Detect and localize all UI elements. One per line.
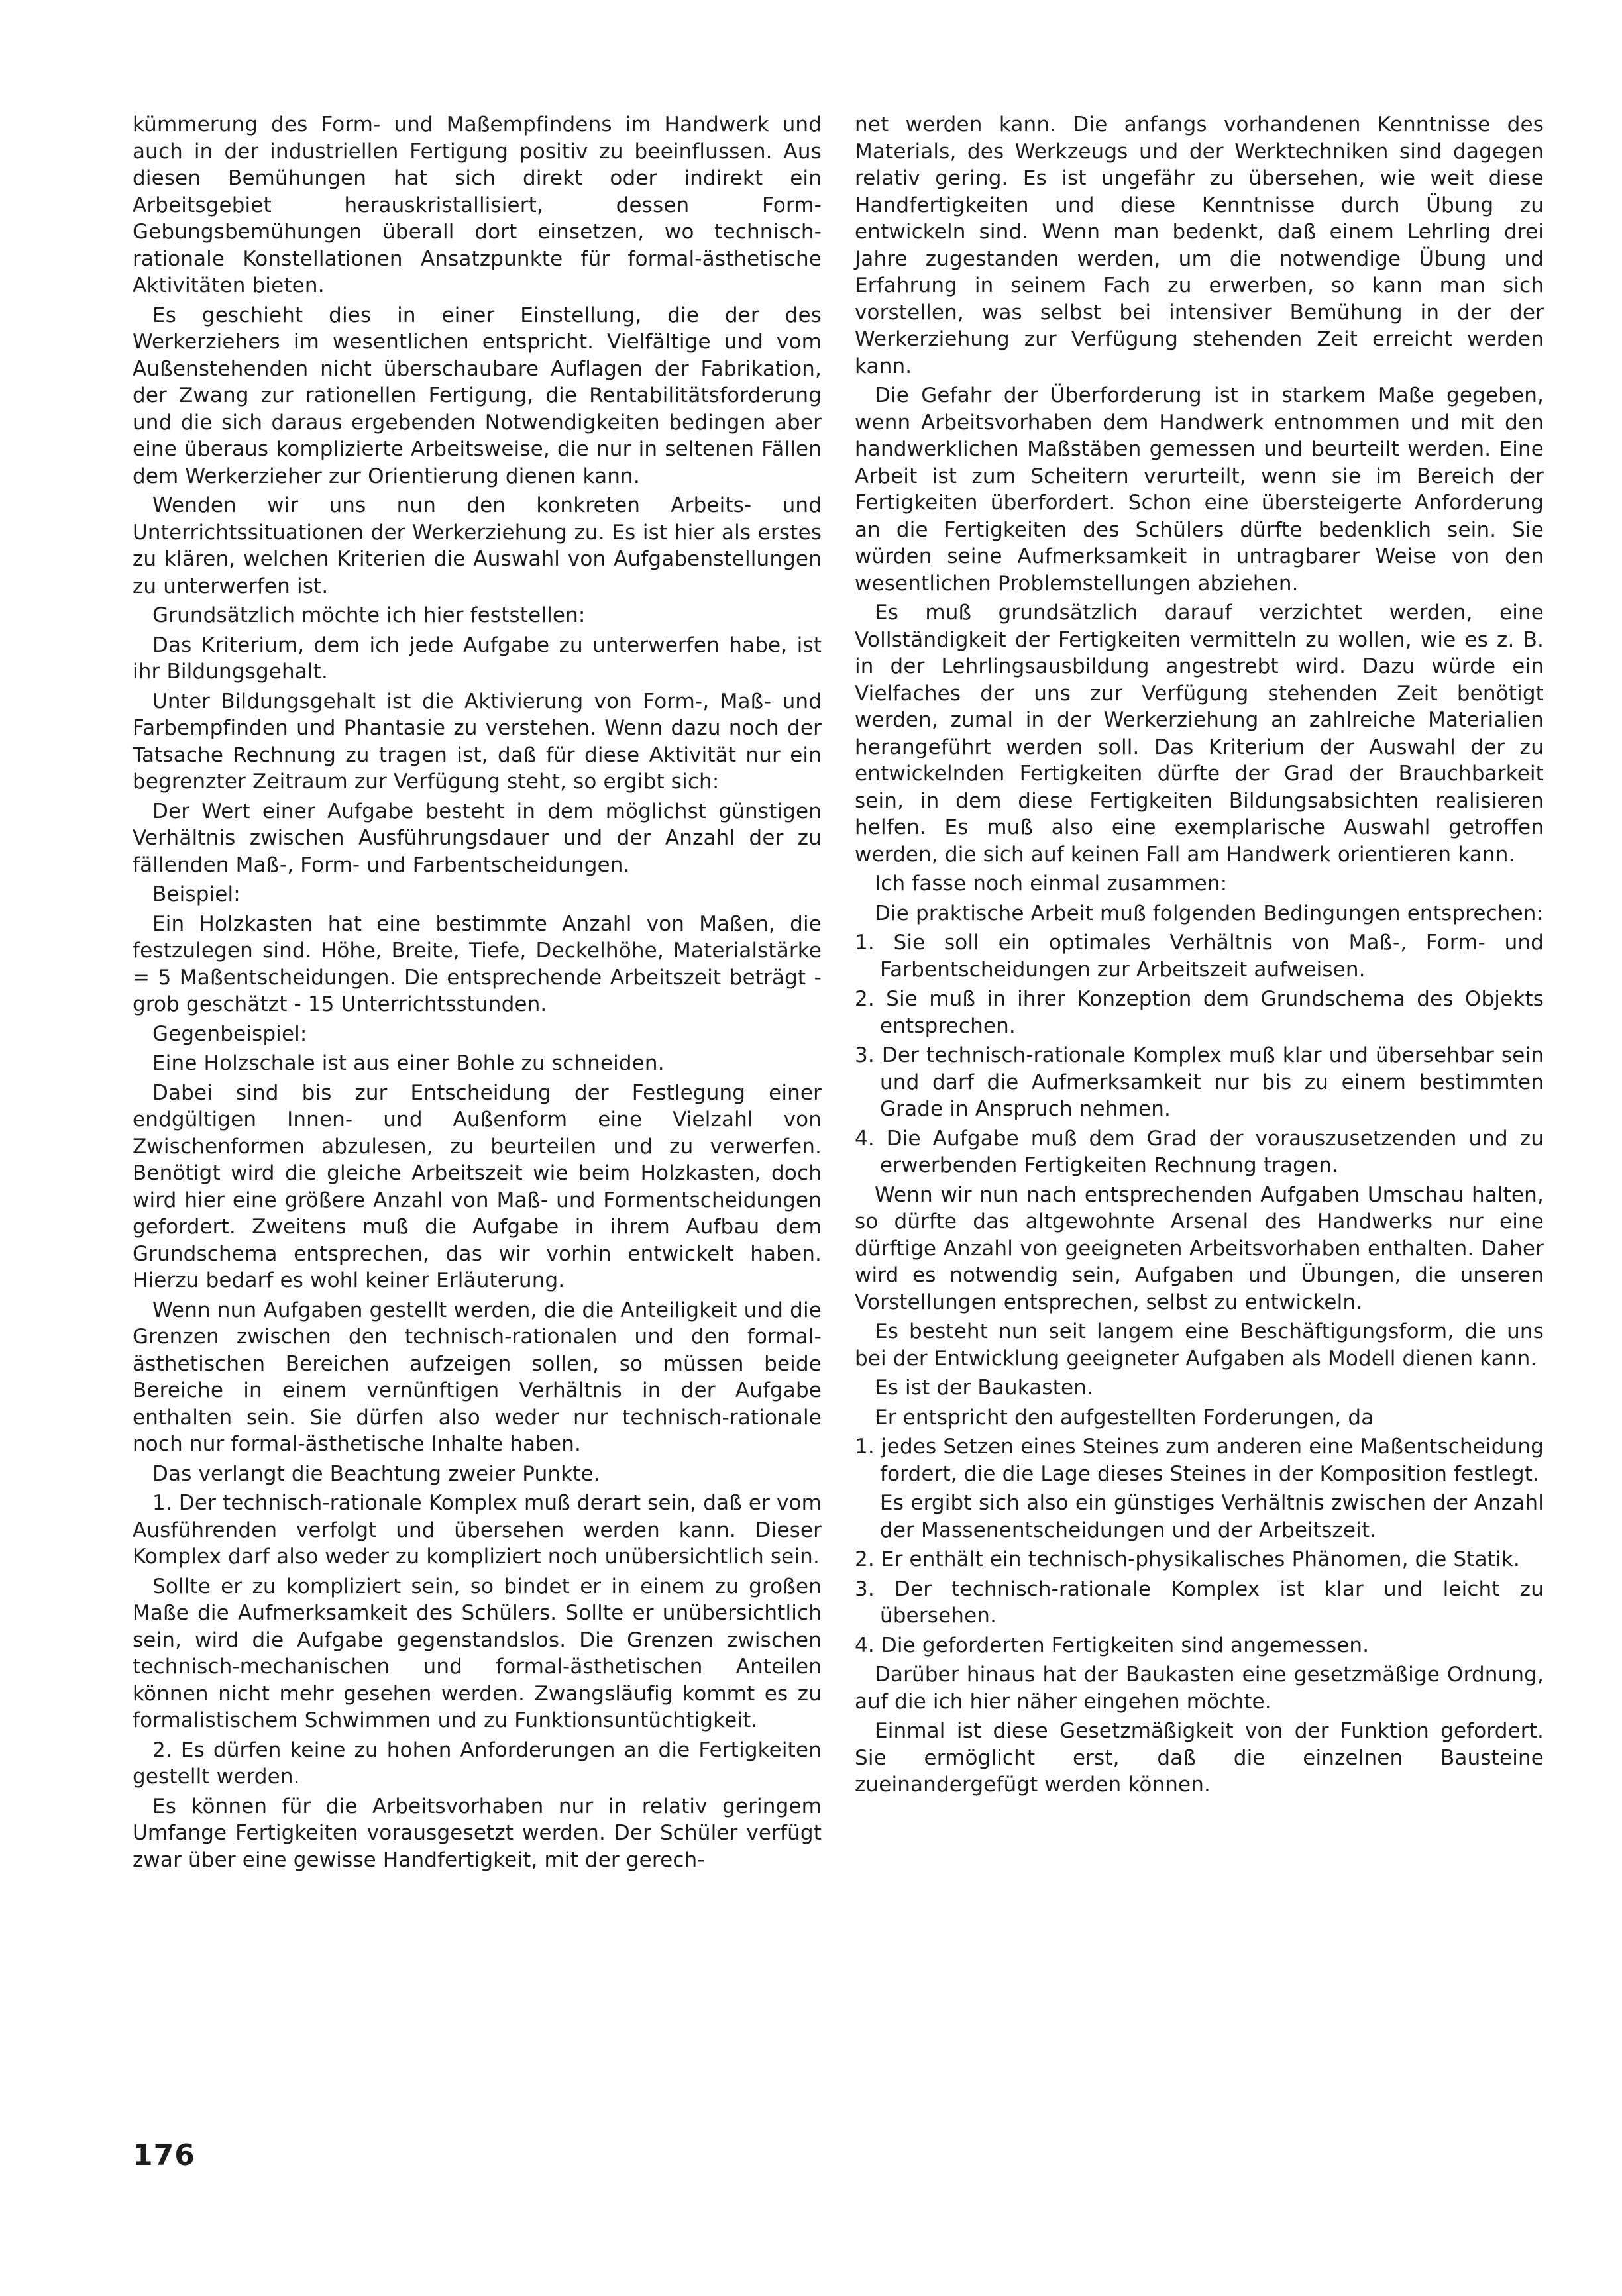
paragraph: Eine Holzschale ist aus einer Bohle zu schneiden.	[152, 1051, 665, 1075]
paragraph: Einmal ist diese Gesetzmäßigkeit von der Funktion gefordert. Sie ermöglicht erst, daß die einzelnen Bausteine zueinandergefügt werden können.	[855, 1719, 1544, 1797]
paragraph: Beispiel:	[152, 882, 241, 906]
paragraph: Darüber hinaus hat der Baukasten eine gesetzmäßige Ordnung, auf die ich hier näher eingehen möchte.	[855, 1663, 1544, 1714]
paragraph: Unter Bildungsgehalt ist die Aktivierung von Form-, Maß- und Farbempfinden und Phantasie zu verstehen. Wenn dazu noch der Tatsache Rechnung zu tragen ist, daß für diese Aktivität nur ein begrenzter Zeitraum zur Verfügung steht, so ergibt sich:	[133, 689, 822, 794]
paragraph: 4. Die geforderten Fertigkeiten sind angemessen.	[855, 1633, 1370, 1657]
paragraph: Es geschieht dies in einer Einstellung, die der des Werkerziehers im wesentlichen entspricht. Vielfältige und vom Außenstehenden nicht überschaubare Auflagen der Fabrikation, der Zwang zur rationellen Fertigung, die Rentabilitätsforderung und die sich daraus ergebenden Notwendigkeiten bedingen aber eine überaus komplizierte Arbeitsweise, die nur in seltenen Fällen dem Werkerzieher zur Orientierung dienen kann.	[133, 303, 822, 488]
paragraph: 1. jedes Setzen eines Steines zum anderen eine Maßentscheidung fordert, die die Lage dieses Steines in der Komposition festlegt.	[855, 1435, 1544, 1486]
paragraph: Es ist der Baukasten.	[875, 1376, 1094, 1400]
paragraph: kümmerung des Form- und Maßempfindens im Handwerk und auch in der industriellen Fertigung positiv zu beeinflussen. Aus diesen Bemühungen hat sich direkt oder indirekt ein Arbeitsgebiet herauskristallisiert, dessen Form-Gebungsbemühungen überall dort einsetzen, wo technisch-rationale Konstellationen Ansatzpunkte für formal-ästhetische Aktivitäten bieten.	[133, 113, 822, 297]
paragraph: Wenn nun Aufgaben gestellt werden, die die Anteiligkeit und die Grenzen zwischen den technisch-rationalen und den formal-ästhetischen Bereichen aufzeigen sollen, so müssen beide Bereiche in einem vernünftigen Verhältnis in der Aufgabe enthalten sein. Sie dürfen also weder nur technisch-rationale noch nur formal-ästhetische Inhalte haben.	[133, 1298, 822, 1456]
paragraph: net werden kann. Die anfangs vorhandenen Kenntnisse des Materials, des Werkzeugs und der Werktechniken sind dagegen relativ gering. Es ist ungefähr zu übersehen, wie weit diese Handfertigkeiten und diese Kenntnisse durch Übung zu entwickeln sind. Wenn man bedenkt, daß einem Lehrling drei Jahre zugestanden werden, um die notwendige Übung und Erfahrung in seinem Fach zu erwerben, so kann man sich vorstellen, was selbst bei intensiver Bemühung in der der Werkerziehung zur Verfügung stehenden Zeit erreicht werden kann.	[855, 113, 1544, 378]
paragraph: Der Wert einer Aufgabe besteht in dem möglichst günstigen Verhältnis zwischen Ausführungsdauer und der Anzahl der zu fällenden Maß-, Form- und Farbentscheidungen.	[133, 799, 822, 877]
paragraph: Es können für die Arbeitsvorhaben nur in relativ geringem Umfange Fertigkeiten vorausgesetzt werden. Der Schüler verfügt zwar über eine gewisse Handfertigkeit, mit der gerech-	[133, 1794, 822, 1872]
right-column	[855, 111, 1544, 1801]
paragraph: 2. Er enthält ein technisch-physikalisches Phänomen, die Statik.	[855, 1547, 1520, 1571]
paragraph: 1. Der technisch-rationale Komplex muß derart sein, daß er vom Ausführenden verfolgt und übersehen werden kann. Dieser Komplex darf also weder zu kompliziert noch unübersichtlich sein.	[133, 1491, 822, 1569]
paragraph: Die praktische Arbeit muß folgenden Bedingungen entsprechen:	[875, 901, 1544, 925]
paragraph: 4. Die Aufgabe muß dem Grad der vorauszusetzenden und zu erwerbenden Fertigkeiten Rechnung tragen.	[855, 1126, 1544, 1177]
page-number: 176	[133, 2138, 195, 2172]
paragraph: Die Gefahr der Überforderung ist in starkem Maße gegeben, wenn Arbeitsvorhaben dem Handwerk entnommen und mit den handwerklichen Maßstäben gemessen und beurteilt werden. Eine Arbeit ist zum Scheitern verurteilt, wenn sie im Bereich der Fertigkeiten überfordert. Schon eine übersteigerte Anforderung an die Fertigkeiten des Schülers dürfte bedenklich sein. Sie würden seine Aufmerksamkeit in untragbarer Weise von den wesentlichen Problemstellungen abziehen.	[855, 384, 1544, 596]
paragraph: Es muß grundsätzlich darauf verzichtet werden, eine Vollständigkeit der Fertigkeiten vermitteln zu wollen, wie es z. B. in der Lehrlingsausbildung angestrebt wird. Dazu würde ein Vielfaches der uns zur Verfügung stehenden Zeit benötigt werden, zumal in der Werkerziehung an zahlreiche Materialien herangeführt werden soll. Das Kriterium der Auswahl der zu entwickelnden Fertigkeiten dürfte der Grad der Brauchbarkeit sein, in dem diese Fertigkeiten Bildungsabsichten realisieren helfen. Es muß also eine exemplarische Auswahl getroffen werden, die sich auf keinen Fall am Handwerk orientieren kann.	[855, 601, 1544, 866]
paragraph: Das Kriterium, dem ich jede Aufgabe zu unterwerfen habe, ist ihr Bildungsgehalt.	[133, 633, 822, 684]
paragraph: Sollte er zu kompliziert sein, so bindet er in einem zu großen Maße die Aufmerksamkeit des Schülers. Sollte er unübersichtlich sein, wird die Aufgabe gegenstandslos. Die Grenzen zwischen technisch-mechanischen und formal-ästhetischen Anteilen können nicht mehr gesehen werden. Zwangsläufig kommt es zu formalistischem Schwimmen und zu Funktionsuntüchtigkeit.	[133, 1574, 822, 1732]
paragraph: Wenden wir uns nun den konkreten Arbeits- und Unterrichtssituationen der Werkerziehung zu. Es ist hier als erstes zu klären, welchen Kriterien die Auswahl von Aufgabenstellungen zu unterwerfen ist.	[133, 494, 822, 598]
paragraph: 3. Der technisch-rationale Komplex muß klar und übersehbar sein und darf die Aufmerksamkeit nur bis zu einem bestimmten Grade in Anspruch nehmen.	[855, 1043, 1544, 1121]
paragraph: 2. Es dürfen keine zu hohen Anforderungen an die Fertigkeiten gestellt werden.	[133, 1738, 822, 1789]
paragraph: Wenn wir nun nach entsprechenden Aufgaben Umschau halten, so dürfte das altgewohnte Arsenal des Handwerks nur eine dürftige Anzahl von geeigneten Arbeitsvorhaben enthalten. Daher wird es notwendig sein, Aufgaben und Übungen, die unseren Vorstellungen entsprechen, selbst zu entwickeln.	[855, 1182, 1544, 1314]
paragraph: Ich fasse noch einmal zusammen:	[875, 872, 1228, 896]
paragraph: Dabei sind bis zur Entscheidung der Festlegung einer endgültigen Innen- und Außenform eine Vielzahl von Zwischenformen abzulesen, zu beurteilen und zu verwerfen. Benötigt wird die gleiche Arbeitszeit wie beim Holzkasten, doch wird hier eine größere Anzahl von Maß- und Formentscheidungen gefordert. Zweitens muß die Aufgabe in ihrem Aufbau dem Grundschema entsprechen, das wir vorhin entwickelt haben. Hierzu bedarf es wohl keiner Erläuterung.	[133, 1080, 822, 1292]
paragraph: Es besteht nun seit langem eine Beschäftigungsform, die uns bei der Entwicklung geeigneter Aufgaben als Modell dienen kann.	[855, 1320, 1544, 1371]
paragraph: 3. Der technisch-rationale Komplex ist klar und leicht zu übersehen.	[855, 1577, 1544, 1628]
paragraph: Er entspricht den aufgestellten Forderungen, da	[875, 1405, 1374, 1430]
paragraph: 2. Sie muß in ihrer Konzeption dem Grundschema des Objekts entsprechen.	[855, 987, 1544, 1038]
paragraph: Grundsätzlich möchte ich hier feststellen:	[152, 603, 586, 627]
left-column	[133, 111, 822, 1876]
paragraph: 1. Sie soll ein optimales Verhältnis von Maß-, Form- und Farbentscheidungen zur Arbeitszeit aufweisen.	[855, 931, 1544, 982]
paragraph: Ein Holzkasten hat eine bestimmte Anzahl von Maßen, die festzulegen sind. Höhe, Breite, Tiefe, Deckelhöhe, Materialstärke = 5 Maßentscheidungen. Die entsprechende Arbeitszeit beträgt - grob geschätzt - 15 Unterrichtsstunden.	[133, 912, 822, 1016]
paragraph: Gegenbeispiel:	[152, 1021, 307, 1046]
paragraph: Das verlangt die Beachtung zweier Punkte.	[152, 1461, 600, 1486]
paragraph: Es ergibt sich also ein günstiges Verhältnis zwischen der Anzahl der Massenentscheidungen und der Arbeitszeit.	[880, 1491, 1544, 1542]
